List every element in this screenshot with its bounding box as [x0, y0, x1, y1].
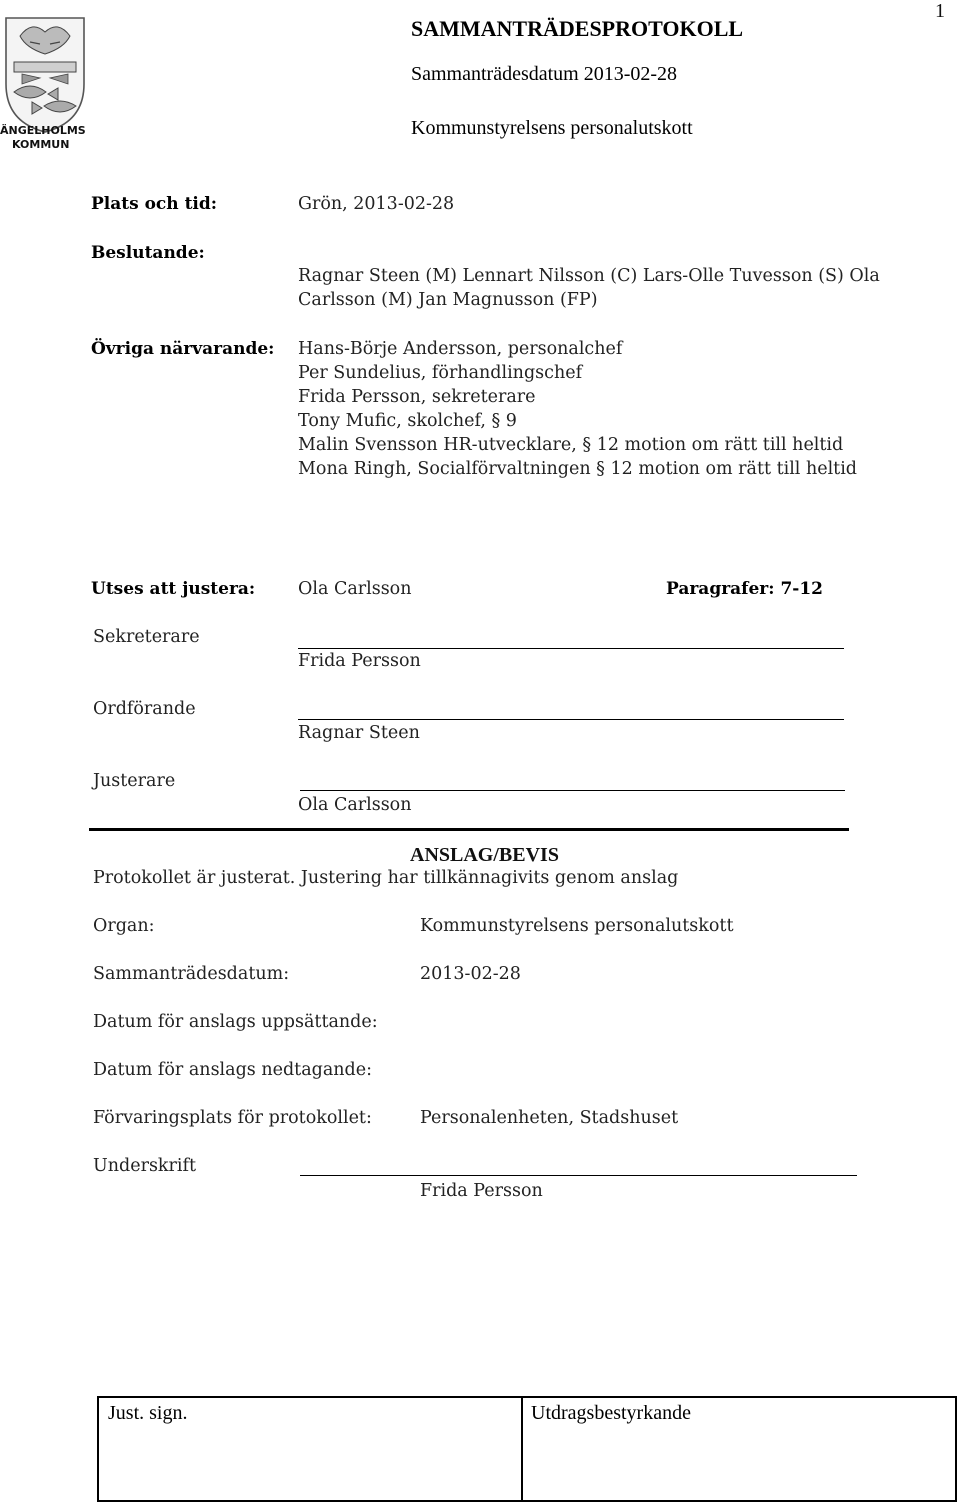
- organ-value: Kommunstyrelsens personalutskott: [420, 916, 734, 936]
- page-number: 1: [935, 0, 945, 22]
- meeting-date-label: Sammanträdesdatum:: [93, 964, 290, 984]
- meeting-date: Sammanträdesdatum 2013-02-28: [411, 63, 678, 85]
- others-line: Mona Ringh, Socialförvaltningen § 12 motion om rätt till heltid: [298, 459, 858, 479]
- adjust-value: Ola Carlsson: [298, 579, 412, 599]
- logo-text-line2: KOMMUN: [12, 138, 70, 151]
- signature-line: [298, 719, 844, 720]
- signature-name: Frida Persson: [298, 651, 421, 671]
- signature-role: Ordförande: [93, 699, 196, 719]
- notice-heading: ANSLAG/BEVIS: [410, 844, 559, 866]
- signature-label: Underskrift: [93, 1156, 197, 1176]
- others-line: Tony Mufic, skolchef, § 9: [298, 411, 517, 431]
- removed-date-label: Datum för anslags nedtagande:: [93, 1060, 372, 1080]
- paragraphs-label: Paragrafer: 7-12: [666, 579, 823, 599]
- posted-date-label: Datum för anslags uppsättande:: [93, 1012, 378, 1032]
- storage-label: Förvaringsplats för protokollet:: [93, 1108, 372, 1128]
- footer-box-divider: [521, 1398, 523, 1500]
- deciding-line: Carlsson (M) Jan Magnusson (FP): [298, 290, 598, 310]
- document-title: SAMMANTRÄDESPROTOKOLL: [411, 16, 744, 41]
- just-sign-label: Just. sign.: [108, 1402, 188, 1424]
- deciding-label: Beslutande:: [91, 243, 205, 263]
- signature-name: Ola Carlsson: [298, 795, 412, 815]
- signature-name: Frida Persson: [420, 1181, 543, 1201]
- signature-role: Sekreterare: [93, 627, 200, 647]
- signature-line: [300, 1175, 857, 1176]
- notice-statement: Protokollet är justerat. Justering har tillkännagivits genom anslag: [93, 868, 679, 888]
- organ-label: Organ:: [93, 916, 155, 936]
- signature-line: [300, 790, 845, 791]
- others-line: Frida Persson, sekreterare: [298, 387, 536, 407]
- deciding-line: Ragnar Steen (M) Lennart Nilsson (C) Lars-Olle Tuvesson (S) Ola: [298, 266, 880, 286]
- storage-value: Personalenheten, Stadshuset: [420, 1108, 679, 1128]
- signature-line: [298, 648, 844, 649]
- meeting-date-value: 2013-02-28: [420, 964, 521, 984]
- place-value: Grön, 2013-02-28: [298, 194, 455, 214]
- others-label: Övriga närvarande:: [91, 339, 275, 359]
- place-label: Plats och tid:: [91, 194, 218, 214]
- others-line: Malin Svensson HR-utvecklare, § 12 motion om rätt till heltid: [298, 435, 844, 455]
- certification-label: Utdragsbestyrkande: [531, 1402, 691, 1424]
- municipality-logo: [0, 14, 90, 154]
- footer-box: [97, 1396, 957, 1502]
- signature-name: Ragnar Steen: [298, 723, 420, 743]
- section-divider: [89, 828, 849, 831]
- adjust-label: Utses att justera:: [91, 579, 256, 599]
- logo-text-line1: ÄNGELHOLMS: [0, 124, 86, 137]
- others-line: Per Sundelius, förhandlingschef: [298, 363, 583, 383]
- signature-role: Justerare: [93, 771, 176, 791]
- committee-name: Kommunstyrelsens personalutskott: [411, 117, 693, 139]
- others-line: Hans-Börje Andersson, personalchef: [298, 339, 623, 359]
